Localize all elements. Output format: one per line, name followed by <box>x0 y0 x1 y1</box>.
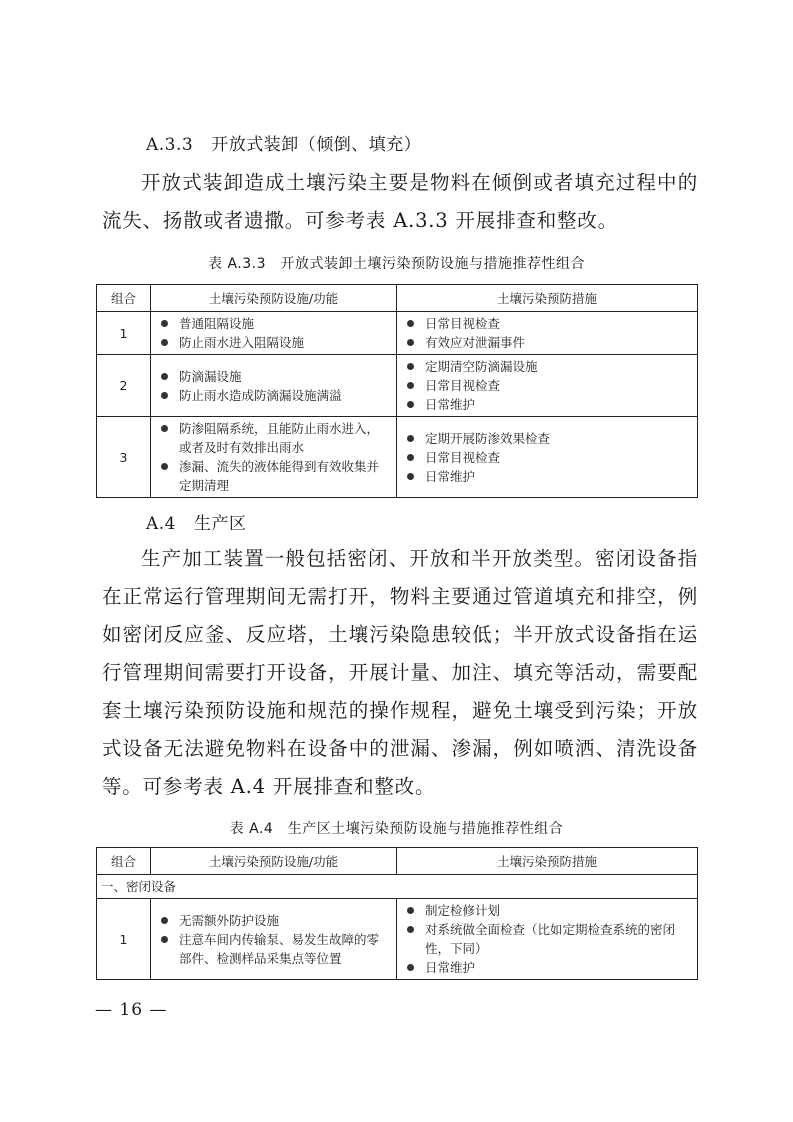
bullet-item: 对系统做全面检查（比如定期检查系统的密闭性，下同） <box>403 920 691 958</box>
measures-cell <box>397 417 698 498</box>
measures-list <box>403 901 691 977</box>
bullet-item: 防滴漏设施 <box>157 367 390 386</box>
table-header-row <box>97 285 698 312</box>
section-heading-a33 <box>146 130 421 155</box>
header-group: 组合 <box>97 285 151 312</box>
header-group: 组合 <box>97 848 151 875</box>
bullet-item: 日常目视检查 <box>403 376 691 395</box>
bullet-item: 防止雨水造成防滴漏设施满溢 <box>157 386 390 405</box>
table-a33 <box>96 284 698 498</box>
bullet-item: 防渗阻隔系统，且能防止雨水进入，或者及时有效排出雨水 <box>157 419 390 457</box>
bullet-item: 防止雨水进入阻隔设施 <box>157 333 390 352</box>
bullet-item: 普通阻隔设施 <box>157 314 390 333</box>
body-paragraph-a4 <box>102 540 698 806</box>
bullet-item: 渗漏、流失的液体能得到有效收集并定期清理 <box>157 457 390 495</box>
bullet-item: 日常维护 <box>403 395 691 414</box>
section-heading-a4 <box>146 509 247 534</box>
paragraph-text: 生产加工装置一般包括密闭、开放和半开放类型。密闭设备指在正常运行管理期间无需打开，物料主要通过管道填充和排空，例如密闭反应釜、反应塔，土壤污染隐患较低；半开放式设备指在运行管理期间需要打开设备，开展计量、加注、填充等活动，需要配套土壤污染预防设施和规范的操作规程，避免土壤受到污染；开放式设备无法避免物料在设备中的泄漏、渗漏，例如喷洒、清洗设备等。可参考表 A.4 开展排查和整改。 <box>102 547 698 798</box>
paragraph-text: 开放式装卸造成土壤污染主要是物料在倾倒或者填充过程中的流失、扬散或者遗撒。可参考表 A.3.3 开展排查和整改。 <box>102 171 698 232</box>
table-a4 <box>96 847 698 980</box>
facilities-cell <box>151 355 397 417</box>
section-row-label: 一、密闭设备 <box>97 875 698 899</box>
section-number: A.4 <box>146 514 176 534</box>
header-measures: 土壤污染预防措施 <box>397 848 698 875</box>
measures-cell <box>397 312 698 355</box>
group-cell: 1 <box>97 899 151 980</box>
table-section-row <box>97 875 698 899</box>
bullet-item: 注意车间内传输泵、易发生故障的零部件、检测样品采集点等位置 <box>157 930 390 968</box>
facilities-cell <box>151 312 397 355</box>
header-measures: 土壤污染预防措施 <box>397 285 698 312</box>
facilities-list <box>157 314 390 352</box>
bullet-item: 定期开展防渗效果检查 <box>403 429 691 448</box>
table-caption-a4: 表 A.4 生产区土壤污染预防设施与措施推荐性组合 <box>229 821 564 837</box>
group-cell: 1 <box>97 312 151 355</box>
group-cell: 3 <box>97 417 151 498</box>
facilities-cell <box>151 899 397 980</box>
facilities-list <box>157 911 390 968</box>
measures-cell <box>397 899 698 980</box>
measures-list <box>403 357 691 414</box>
bullet-item: 有效应对泄漏事件 <box>403 333 691 352</box>
header-facilities: 土壤污染预防设施/功能 <box>151 848 397 875</box>
table-row <box>97 899 698 980</box>
section-number: A.3.3 <box>146 135 194 155</box>
facilities-cell <box>151 417 397 498</box>
table-caption-a33: 表 A.3.3 开放式装卸土壤污染预防设施与措施推荐性组合 <box>208 256 585 272</box>
bullet-item: 日常维护 <box>403 958 691 977</box>
facilities-list <box>157 419 390 495</box>
header-facilities: 土壤污染预防设施/功能 <box>151 285 397 312</box>
section-title: 生产区 <box>194 514 247 534</box>
bullet-item: 制定检修计划 <box>403 901 691 920</box>
bullet-item: 定期清空防滴漏设施 <box>403 357 691 376</box>
group-cell: 2 <box>97 355 151 417</box>
table-row <box>97 417 698 498</box>
table-row <box>97 312 698 355</box>
page-number: — 16 — <box>95 1000 168 1020</box>
bullet-item: 日常目视检查 <box>403 448 691 467</box>
measures-list <box>403 429 691 486</box>
bullet-item: 日常目视检查 <box>403 314 691 333</box>
bullet-item: 日常维护 <box>403 467 691 486</box>
table-body <box>97 312 698 498</box>
table-row <box>97 355 698 417</box>
facilities-list <box>157 367 390 405</box>
body-paragraph-a33 <box>102 164 698 240</box>
measures-cell <box>397 355 698 417</box>
section-title: 开放式装卸（倾倒、填充） <box>211 135 422 155</box>
table-body <box>97 899 698 980</box>
measures-list <box>403 314 691 352</box>
bullet-item: 无需额外防护设施 <box>157 911 390 930</box>
table-header-row <box>97 848 698 875</box>
